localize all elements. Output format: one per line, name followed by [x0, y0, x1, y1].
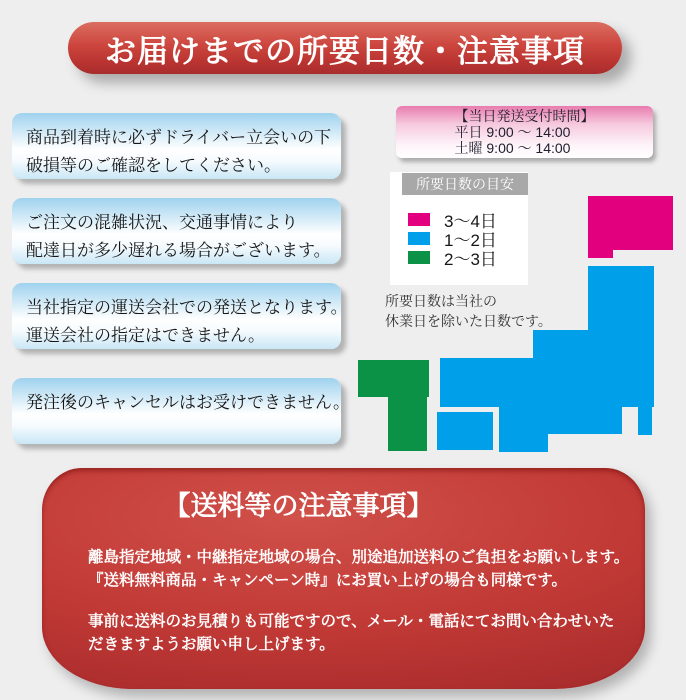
- map-block-honshu-center-south: [499, 407, 548, 452]
- legend-rows: [408, 213, 497, 270]
- note-box-driver-inspection: [12, 113, 341, 179]
- legend-row: [408, 250, 497, 269]
- map-block-honshu-band-wide: [440, 358, 654, 407]
- map-block-hokkaido-main: [588, 196, 673, 250]
- note-line: 発注後のキャンセルはお受けできません。: [26, 393, 351, 412]
- note-line: 当社指定の運送会社での発送となります。: [26, 298, 348, 317]
- map-block-kyushu-col: [388, 397, 427, 451]
- legend-row: [408, 231, 497, 250]
- legend-title: 所要日数の目安: [402, 173, 528, 195]
- shipping-notice-paragraph-1: [88, 546, 635, 592]
- map-block-shikoku: [437, 412, 493, 450]
- page-title-banner: [68, 22, 622, 74]
- note-line: ご注文の混雑状況、交通事情により: [26, 213, 298, 232]
- shipping-hours-weekday: 平日 9:00 ～ 14:00: [454, 124, 571, 140]
- shipping-hours-saturday: 土曜 9:00 ～ 14:00: [454, 140, 571, 156]
- notice-line: 事前に送料のお見積りも可能ですので、メール・電話にてお問い合わせいた: [88, 613, 615, 630]
- shipping-notice-box: [42, 468, 645, 689]
- note-line: 運送会社の指定はできません。: [26, 326, 266, 345]
- legend-swatch-pink: [408, 213, 430, 226]
- legend-swatch-blue: [408, 232, 430, 245]
- legend-note: [385, 291, 552, 331]
- legend-swatch-green: [408, 251, 430, 264]
- map-block-kyushu-main: [358, 360, 429, 397]
- legend-label: 1～2日: [444, 231, 497, 250]
- note-line: 配達日が多少遅れる場合がございます。: [26, 241, 331, 260]
- note-box-delay-warning: [12, 198, 341, 264]
- note-line: 破損等のご確認をしてください。: [26, 156, 281, 175]
- legend-label: 3～4日: [444, 212, 497, 231]
- map-block-honshu-band-upper: [533, 330, 654, 358]
- legend-label: 2～3日: [444, 250, 497, 269]
- shipping-hours-title: 【当日発送受付時間】: [454, 108, 595, 124]
- note-box-no-cancel: [12, 378, 351, 444]
- notice-line: 『送料無料商品・キャンペーン時』にお買い上げの場合も同様です。: [88, 572, 567, 589]
- map-block-honshu-south-shelf: [548, 407, 622, 434]
- notice-line: 離島指定地域・中継指定地域の場合、別途追加送料のご負担をお願いします。: [88, 549, 630, 566]
- legend-note-line: 休業日を除いた日数です。: [385, 313, 552, 329]
- legend-row: [408, 212, 497, 231]
- same-day-shipping-hours-box: [396, 106, 653, 158]
- shipping-notice-paragraph-2: [88, 610, 635, 656]
- note-box-carrier: [12, 283, 348, 349]
- delivery-days-legend: [390, 172, 528, 285]
- shipping-hours-content: [455, 108, 595, 156]
- legend-note-line: 所要日数は当社の: [385, 293, 497, 309]
- page-title: お届けまでの所要日数・注意事項: [105, 33, 585, 69]
- note-line: 商品到着時に必ずドライバー立会いの下: [26, 128, 332, 147]
- notice-line: だきますようお願い申し上げます。: [88, 636, 335, 653]
- map-block-hokkaido-tab: [588, 250, 613, 258]
- map-block-honshu-tohoku: [588, 266, 654, 330]
- shipping-notice-title: 【送料等の注意事項】: [163, 491, 434, 521]
- map-block-honshu-east-col: [638, 407, 652, 435]
